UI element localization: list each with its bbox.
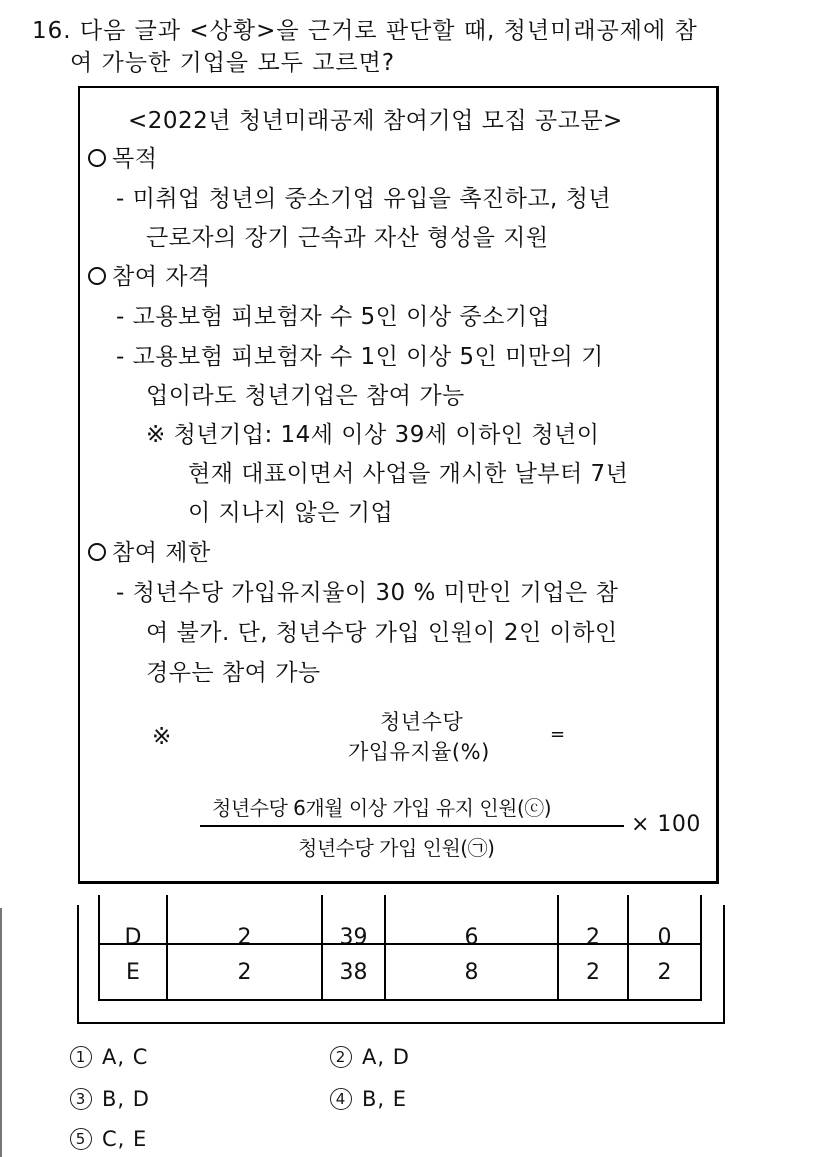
eligibility-line-3: 업이라도 청년기업은 참여 가능 xyxy=(146,383,465,409)
choice-number-icon: 5 xyxy=(70,1128,92,1150)
formula-denominator: 청년수당 가입 인원(㉠) xyxy=(298,836,495,860)
table-cell: 6 xyxy=(385,895,558,944)
section-heading-restriction: 참여 제한 xyxy=(88,534,211,567)
question-stem-line1: 다음 글과 <상황>을 근거로 판단할 때, 청년미래공제에 참 xyxy=(79,18,698,44)
table-cell: 2 xyxy=(628,944,701,1000)
formula-note-mark: ※ xyxy=(152,724,172,750)
table-cell: E xyxy=(99,944,167,1000)
formula-lhs-line2: 가입유지율(%) xyxy=(348,740,490,764)
table-cell: D xyxy=(99,895,167,944)
notice-box xyxy=(78,86,719,884)
table-cell: 38 xyxy=(322,944,385,1000)
table-cell: 39 xyxy=(322,895,385,944)
restriction-line-2: 여 불가. 단, 청년수당 가입 인원이 2인 이하인 xyxy=(146,620,618,646)
choice-number-icon: 1 xyxy=(70,1046,92,1068)
circle-bullet-icon xyxy=(88,543,106,561)
table-cell: 8 xyxy=(385,944,558,1000)
eligibility-note-line-1: ※ 청년기업: 14세 이상 39세 이하인 청년이 xyxy=(146,422,600,448)
fraction-bar xyxy=(200,825,624,827)
question-stem-line2: 여 가능한 기업을 모두 고르면? xyxy=(70,50,396,76)
circle-bullet-icon xyxy=(88,149,106,167)
section-heading-purpose: 목적 xyxy=(88,140,157,173)
choice-3[interactable]: 3 B, D xyxy=(70,1087,150,1112)
purpose-line-2: 근로자의 장기 근속과 자산 형성을 지원 xyxy=(146,225,549,251)
table-row-D xyxy=(99,895,701,944)
question-number: 16. xyxy=(32,18,72,44)
choice-2[interactable]: 2 A, D xyxy=(330,1045,410,1070)
eligibility-line-2: - 고용보험 피보험자 수 1인 이상 5인 미만의 기 xyxy=(116,344,604,370)
table-cell: 0 xyxy=(628,895,701,944)
eligibility-line-1: - 고용보험 피보험자 수 5인 이상 중소기업 xyxy=(116,304,551,330)
section-heading-eligibility: 참여 자격 xyxy=(88,258,211,291)
table-cell: 2 xyxy=(167,895,322,944)
table-cell: 2 xyxy=(558,944,628,1000)
formula-lhs-line1: 청년수당 xyxy=(380,710,464,734)
eligibility-note-line-3: 이 지나지 않은 기업 xyxy=(188,500,394,526)
notice-title: <2022년 청년미래공제 참여기업 모집 공고문> xyxy=(128,108,623,134)
question-number-and-stem-line1 xyxy=(32,12,698,45)
table-row-E xyxy=(99,944,701,1000)
situation-table xyxy=(98,895,702,1001)
formula-equals: = xyxy=(550,724,566,745)
choice-number-icon: 4 xyxy=(330,1088,352,1110)
circle-bullet-icon xyxy=(88,267,106,285)
table-cell: 2 xyxy=(167,944,322,1000)
purpose-line-1: - 미취업 청년의 중소기업 유입을 촉진하고, 청년 xyxy=(116,186,612,212)
restriction-line-3: 경우는 참여 가능 xyxy=(146,660,321,686)
page-margin-rule xyxy=(0,908,2,1157)
eligibility-note-line-2: 현재 대표이면서 사업을 개시한 날부터 7년 xyxy=(188,461,629,487)
choice-5[interactable]: 5 C, E xyxy=(70,1127,147,1152)
formula-numerator: 청년수당 6개월 이상 가입 유지 인원(ⓒ) xyxy=(212,796,552,820)
formula-multiplier: × 100 xyxy=(631,812,701,837)
choice-4[interactable]: 4 B, E xyxy=(330,1087,407,1112)
restriction-line-1: - 청년수당 가입유지율이 30 % 미만인 기업은 참 xyxy=(116,580,619,606)
choice-1[interactable]: 1 A, C xyxy=(70,1045,148,1070)
choice-number-icon: 2 xyxy=(330,1046,352,1068)
table-cell: 2 xyxy=(558,895,628,944)
choice-number-icon: 3 xyxy=(70,1088,92,1110)
